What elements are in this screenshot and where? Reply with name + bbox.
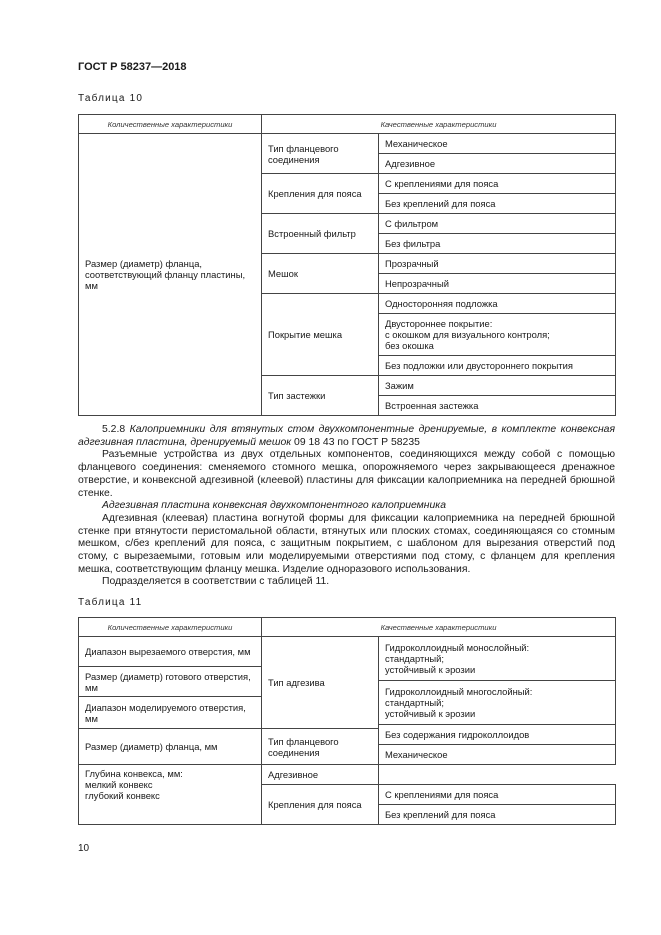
table-10-group-name: Крепления для пояса bbox=[262, 174, 379, 214]
page-number: 10 bbox=[78, 843, 90, 854]
table-10-group-name: Встроенный фильтр bbox=[262, 214, 379, 254]
table-11-value: Гидроколлоидный монослойный: стандартный; устойчивый к эрозии bbox=[379, 637, 616, 681]
document-code: ГОСТ Р 58237—2018 bbox=[78, 61, 187, 73]
table-11-quant-cell: Размер (диаметр) готового отверстия, мм bbox=[79, 667, 262, 697]
table-11-quant-cell: Размер (диаметр) фланца, мм bbox=[79, 729, 262, 765]
table-11-quant-cell: Глубина конвекса, мм: мелкий конвекс глубокий конвекс bbox=[79, 765, 262, 825]
table-11-value: Гидроколлоидный многослойный: стандартный; устойчивый к эрозии bbox=[379, 681, 616, 725]
table-10-value: Непрозрачный bbox=[379, 274, 616, 294]
table-10-header-qual: Качественные характеристики bbox=[262, 115, 616, 134]
table-11-value: Адгезивное bbox=[262, 765, 379, 785]
table-11-group-name: Тип фланцевого соединения bbox=[262, 729, 379, 765]
table-10-value: Прозрачный bbox=[379, 254, 616, 274]
table-10-group-name: Тип фланцевого соединения bbox=[262, 134, 379, 174]
paragraph-5-2-8 bbox=[78, 424, 615, 449]
section-number: 5.2.8 bbox=[102, 424, 130, 435]
table-10-value: Встроенная застежка bbox=[379, 396, 616, 416]
table-11-quant-cell: Диапазон вырезаемого отверстия, мм bbox=[79, 637, 262, 667]
table-11 bbox=[78, 617, 616, 825]
table-11-quant-cell: Диапазон моделируемого отверстия, мм bbox=[79, 697, 262, 729]
table-10-header-quant: Количественные характеристики bbox=[79, 115, 262, 134]
table-10-value: Двустороннее покрытие: с окошком для визуального контроля; без окошка bbox=[379, 314, 616, 356]
table-11-header-quant: Количественные характеристики bbox=[79, 618, 262, 637]
table-10 bbox=[78, 114, 616, 416]
table-10-value: Без фильтра bbox=[379, 234, 616, 254]
table-10-quant-cell: Размер (диаметр) фланца, соответствующий фланцу пластины, мм bbox=[79, 134, 262, 416]
table-10-value: С креплениями для пояса bbox=[379, 174, 616, 194]
table-10-group-name: Мешок bbox=[262, 254, 379, 294]
table-10-value: Без подложки или двустороннего покрытия bbox=[379, 356, 616, 376]
table-10-value: Механическое bbox=[379, 134, 616, 154]
section-title: Калоприемники для втянутых стом двухкомпонентные дренируемые, в комплекте конвексная адгезивная пластина, дренируемый мешок bbox=[78, 424, 615, 448]
table-10-value: Зажим bbox=[379, 376, 616, 396]
paragraph: Адгезивная (клеевая) пластина вогнутой формы для фиксации калоприемника на передней брюшной стенке при втянутости перистомальной области, втянутых или плоских стомах, соединяющаяся со стомным мешком, с/без креплений для пояса, с защитным покрытием, с шаблоном для вырезания отверстий под стому, с вырезаемыми, готовым или моделируемыми отверстиями под стому, с фланцем для крепления мешка, соответствующим фланцу мешка. Изделие одноразового использования. bbox=[78, 512, 615, 575]
section-reference: 09 18 43 по ГОСТ Р 58235 bbox=[291, 436, 420, 448]
table-10-caption: Таблица 10 bbox=[78, 93, 144, 104]
table-11-caption: Таблица 11 bbox=[78, 597, 143, 608]
table-11-group-name: Тип адгезива bbox=[262, 637, 379, 729]
table-11-value: Механическое bbox=[379, 745, 616, 765]
paragraph: Разъемные устройства из двух отдельных компонентов, соединяющихся между собой с помощью фланцевого соединения: сменяемого стомного мешка, опорожняемого через закрывающееся дренажное отверстие, и конвексной адгезивной (клеевой) пластины для фиксации калоприемника на передней брюшной стенке. bbox=[78, 449, 615, 499]
paragraph-subtitle: Адгезивная пластина конвексная двухкомпонентного калоприемника bbox=[102, 500, 446, 512]
table-11-value: Без креплений для пояса bbox=[379, 805, 616, 825]
paragraph: Подразделяется в соответствии с таблицей 11. bbox=[102, 576, 330, 588]
table-10-value: Односторонняя подложка bbox=[379, 294, 616, 314]
table-11-group-name: Крепления для пояса bbox=[262, 785, 379, 825]
table-11-value: С креплениями для пояса bbox=[379, 785, 616, 805]
table-10-group-name: Покрытие мешка bbox=[262, 294, 379, 376]
table-11-value: Без содержания гидроколлоидов bbox=[379, 725, 616, 745]
table-10-value: Без креплений для пояса bbox=[379, 194, 616, 214]
table-10-value: С фильтром bbox=[379, 214, 616, 234]
body-text bbox=[78, 424, 615, 589]
table-10-group-name: Тип застежки bbox=[262, 376, 379, 416]
table-10-value: Адгезивное bbox=[379, 154, 616, 174]
table-11-header-qual: Качественные характеристики bbox=[262, 618, 616, 637]
